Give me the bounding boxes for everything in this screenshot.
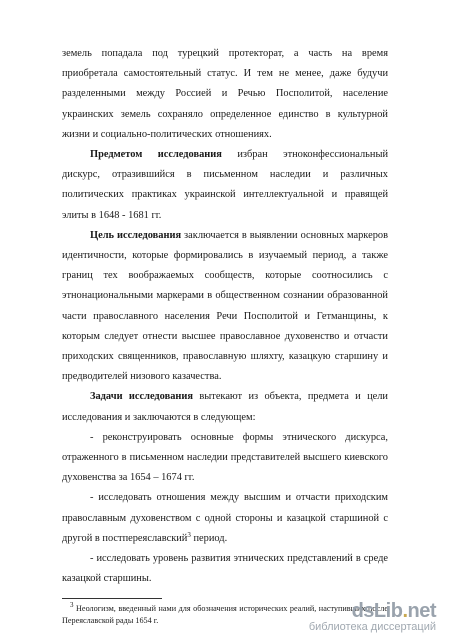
tasks-heading: Задачи исследования xyxy=(90,391,194,403)
task-item-2 xyxy=(62,488,388,549)
subject-heading: Предметом исследования xyxy=(90,149,222,161)
body-text xyxy=(62,44,388,589)
watermark-subtitle: библиотека диссертаций xyxy=(308,621,436,633)
watermark-logo xyxy=(309,601,436,621)
goal-heading: Цель исследования xyxy=(90,229,182,241)
watermark xyxy=(309,601,436,633)
paragraph-1: земель попадала под турецкий протекторат, а часть на время приобретала самостоятельный статус. И тем не менее, даже будучи разделенными между Россией и Речью Посполитой, население украинских земель сохраняло определенное единство в культурной жизни и социально-политических отношениях. xyxy=(62,48,388,140)
watermark-logo-b: net xyxy=(407,600,436,622)
footnote-divider xyxy=(62,598,162,599)
footnote-text: Неологизм, введенный нами для обозначения исторических реалий, наступивших после Переяславской рады 1654 г. xyxy=(62,604,388,625)
watermark-logo-dot: . xyxy=(402,600,408,622)
watermark-logo-a: dsLib xyxy=(351,600,403,622)
task-item-3: - исследовать уровень развития этнических представлений в среде казацкой старшины. xyxy=(62,553,388,585)
goal-text: заключается в выявлении основных маркеров идентичности, которые формировались в изучаемый период, а также границ тех воображаемых сообществ, которые соотносились с этнонациональными маркерами в общественном сознании образованной части православного населения Речи Посполитой и Гетманщины, к которым следует отнести высшее православное духовенство и отчасти приходских священников, православную шляхту, казацкую старшину и предводителей низового казачества. xyxy=(62,229,388,383)
tasks-text: вытекают из объекта, предмета и цели исследования и заключаются в следующем: xyxy=(62,391,388,423)
paragraph-tasks xyxy=(62,387,388,427)
task-item-2-tail: период. xyxy=(190,532,228,544)
footnote-ref[interactable]: 3 xyxy=(187,530,191,539)
subject-text: избран этноконфессиональный дискурс, отразившийся в письменном наследии и различных политических практиках украинской интеллектуальной и правящей элиты в 1648 - 1681 гг. xyxy=(62,149,389,221)
task-item-1: - реконструировать основные формы этнического дискурса, отраженного в письменном наследии представителей высшего киевского духовенства за 1654 – 1674 гг. xyxy=(62,431,388,484)
paragraph-goal xyxy=(62,226,388,388)
footnote-marker: 3 xyxy=(70,601,74,609)
paragraph-subject xyxy=(62,145,388,226)
task-item-2-text: - исследовать отношения между высшим и отчасти приходским православным духовенством с одной стороны и казацкой старшиной с другой в постпереяславский xyxy=(62,492,388,544)
